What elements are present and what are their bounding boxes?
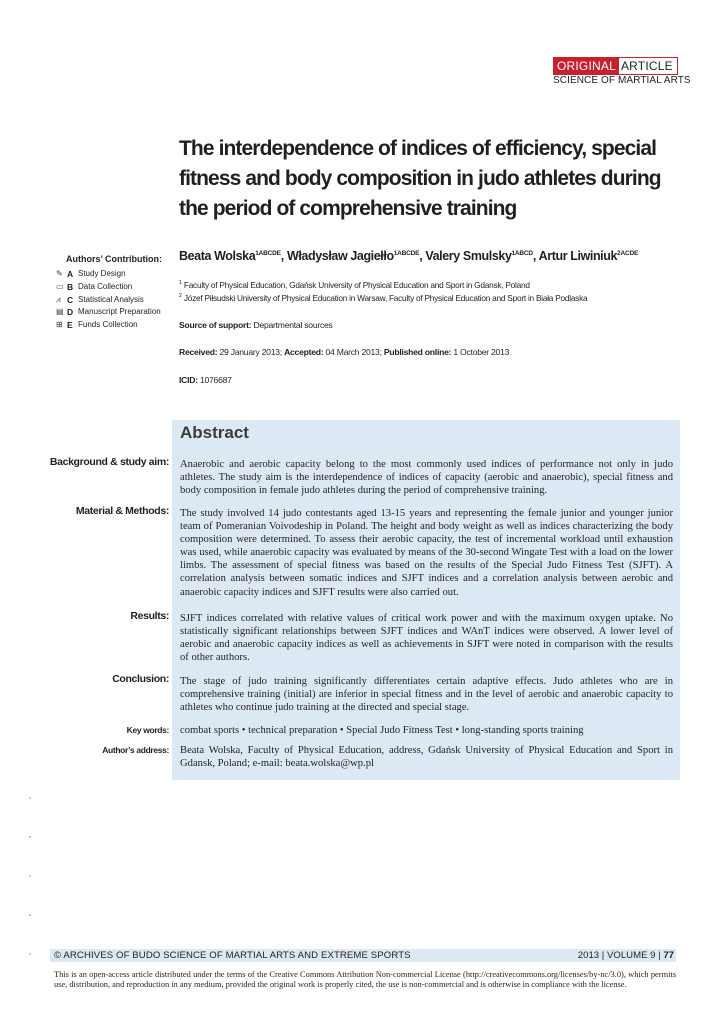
author-name: Beata Wolska [179,249,256,263]
affiliation-num: 2 [179,293,182,300]
margin-mark [29,836,31,838]
contribution-letter: C [67,294,74,305]
contribution-item-a [56,268,166,281]
margin-mark [29,953,31,955]
author-name: Valery Smulsky [425,249,512,263]
section-label-results: Results: [130,610,169,622]
author-sup: 1ABCDE [255,249,281,257]
section-text-methods: The study involved 14 judo contestants aged 13-15 years and representing the female junior and younger junior team of Pomeranian Voivodeship in Poland. The height and body weight as well as indices characterizing the body composition were determined. To assess their aerobic capacity, the test of incremental workload until exhaustion was used, while anaerobic capacity was evaluated by means of the 30-second Wingate Test with a load on the lower limbs. The assessment of special fitness was based on the results of the Special Judo Fitness Test (SJFT). A correlation analysis between somatic indices and SJFT indices and a correlation analysis between aerobic and anaerobic capacity indices and SJFT results were also carried out. [180,508,673,598]
affiliation-text: Faculty of Physical Education, Gdańsk University of Physical Education and Sport in Gdansk, Poland [183,280,530,290]
footer-page-info: 2013 | VOLUME 9 | 77 [577,950,674,961]
margin-mark [29,914,31,916]
affiliation-2 [179,293,587,303]
footer-year: 2013 [577,950,600,961]
accepted-date: 04 March 2013 [325,347,380,357]
funds-icon: ⊞ [56,320,63,330]
article-type-badge [553,57,678,75]
affiliation-text: Józef Piłsudski University of Physical Education in Warsaw, Faculty of Physical Education and Sport in Biała Podlaska [183,293,588,303]
author-sup: 1ABCD [511,249,533,257]
author-name: Artur Liwiniuk [538,249,618,263]
section-text-results: SJFT indices correlated with relative values of critical work power and with the maximum oxygen uptake. No statistically significant relationships between SJFT indices and WAnT indices were observed. A lower level of aerobic and anaerobic capacity indices as well as achievements in SJFT were noted in comparison with the results of other authors. [180,613,673,664]
section-text-background: Anaerobic and aerobic capacity belong to the most commonly used indices of performance not only in judo athletes. The study aim is the interdependence of indices of capacity (aerobic and anaerobic), special fitness and body composition in female judo athletes during the period of comprehensive training. [180,459,673,497]
contribution-item-e [56,319,166,332]
section-label-background: Background & study aim: [49,456,169,468]
margin-mark [29,875,31,877]
icid-value: 1076687 [199,375,232,385]
contribution-item-c [56,294,166,307]
license-notice: This is an open-access article distributed under the terms of the Creative Commons Attribution Non-commercial License (http://creativecommons.org/licenses/by-nc/3.0), which permits use, distribution, and reproduction in any medium, provided the original work is properly cited, the use is non-commercial and is otherwise in compliance with the license. [54,970,676,990]
article-dates: Received: 29 January 2013; Accepted: 04 March 2013; Published online: 1 October 2013 [179,347,510,357]
section-label-keywords: Key words: [126,725,169,735]
folder-icon: ▭ [56,281,64,291]
support-label: Source of support: [179,320,252,330]
accepted-label: Accepted: [284,347,324,357]
footer-copyright: © ARCHIVES OF BUDO SCIENCE OF MARTIAL ARTS AND EXTREME SPORTS [54,950,411,961]
published-label: Published online: [383,347,452,357]
contribution-label: Data Collection [78,281,133,291]
contribution-letter: E [67,320,73,331]
contribution-letter: D [67,307,74,318]
abstract-heading: Abstract [180,423,249,442]
journal-section-name: SCIENCE OF MARTIAL ARTS [553,75,691,86]
contribution-heading: Authors’ Contribution: [66,254,162,264]
contribution-label: Statistical Analysis [78,294,144,304]
footer-volume: VOLUME 9 [606,950,656,961]
document-icon: ▤ [56,307,64,317]
author-sup: 1ABCDE [393,249,420,257]
author-name: Władysław Jagiełło [286,249,394,263]
affiliation-1 [179,280,530,290]
author-sup: 2ACDE [617,249,639,257]
icid [179,375,232,385]
contribution-label: Manuscript Preparation [78,307,161,317]
badge-original: ORIGINAL [554,58,619,74]
contribution-letter: B [67,281,74,292]
section-text-conclusion: The stage of judo training significantly differentiates certain adaptive effects. Judo athletes who are in comprehensive training (initial) are inferior in special fitness and in the level of aerobic and anaerobic capacity to athletes who continue judo training at the directed and special stage. [180,676,673,714]
contribution-label: Funds Collection [78,320,138,330]
support-value: Departmental sources [253,320,333,330]
margin-mark [29,797,31,799]
received-date: 29 January 2013 [219,347,280,357]
chart-icon: ⩘ [56,294,61,304]
source-of-support [179,320,333,330]
footer-page-number: 77 [663,950,674,961]
section-label-conclusion: Conclusion: [112,673,169,685]
contribution-item-d [56,306,166,319]
section-text-address: Beata Wolska, Faculty of Physical Education, address, Gdańsk University of Physical Education and Sport in Gdansk, Poland; e-mail: beata.wolska@wp.pl [180,745,673,770]
contribution-label: Study Design [78,269,126,278]
author-list: Beata Wolska$^{1ABCDE}$, Władysław Jagiełło$^{1ABCDE}$, Valery Smulsky$^{1ABCD}$, Artur Liwiniuk$^{2ACDE}$ [179,249,639,263]
badge-article: ARTICLE [620,59,673,73]
contribution-item-b [56,281,166,294]
section-text-keywords: combat sports • technical preparation • Special Judo Fitness Test • long-standing sports training [180,725,584,736]
published-date: 1 October 2013 [453,347,510,357]
pencil-icon: ✎ [56,269,63,278]
icid-label: ICID: [179,375,198,385]
affiliation-num: 1 [179,280,182,287]
authors-contribution-legend [56,254,166,332]
contribution-letter: A [67,269,74,279]
article-title: The interdependence of indices of efficiency, special fitness and body composition in judo athletes during the period of comprehensive training [179,137,661,220]
received-label: Received: [179,347,218,357]
section-label-methods: Material & Methods: [75,505,169,517]
section-label-address: Author’s address: [102,745,169,755]
